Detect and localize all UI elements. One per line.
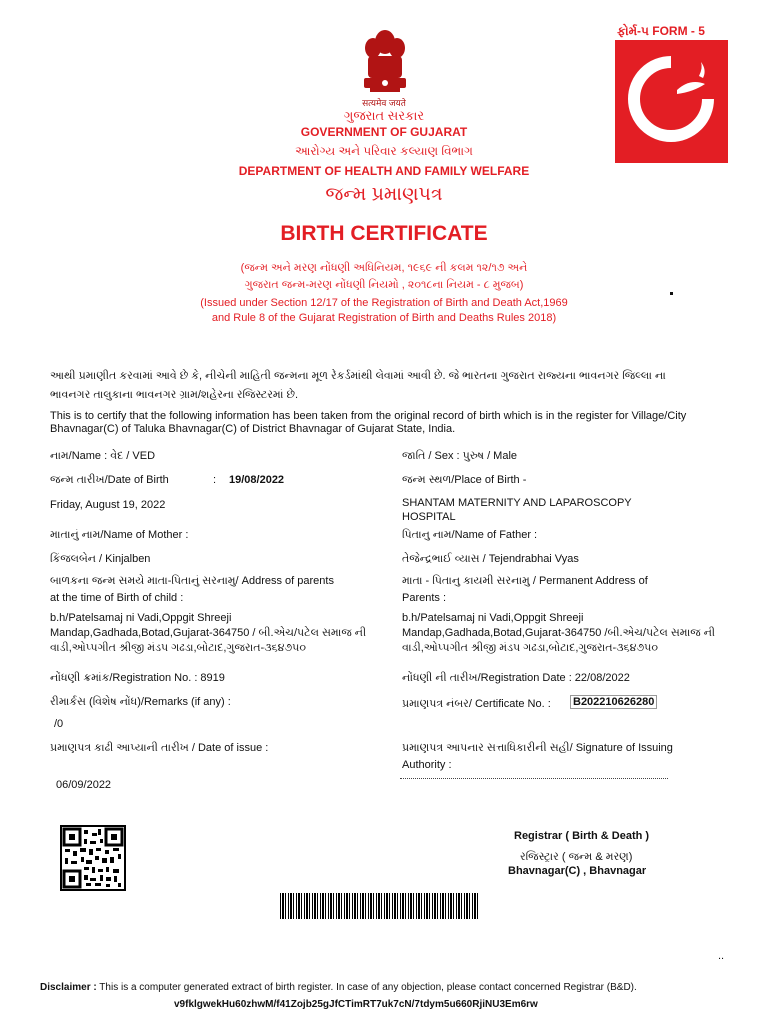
act-en-2: and Rule 8 of the Gujarat Registration of Birth and Deaths Rules 2018) xyxy=(211,312,557,324)
emblem-motto: सत्यमेव जयते xyxy=(362,98,406,108)
regno-field: નોંધણી ક્રમાંક/Registration No. : 8919 xyxy=(50,672,225,684)
mother-label: માતાનું નામ/Name of Mother : xyxy=(50,529,189,541)
perm-line-3: વાડી,ઓપ્પગીત શ્રીજી મંડપ ગઢડા,બોટાદ,ગુજરાત-૩૬૪૭૫૦ xyxy=(402,642,658,654)
dept-en: DEPARTMENT OF HEALTH AND FAMILY WELFARE xyxy=(238,164,530,178)
certno-label: પ્રમાણપત્ર નંબર/ Certificate No. : xyxy=(402,698,551,710)
intro-guj-2: ભાવનગર તાલુકાના ભાવનગર ગ્રામ/શહેરના રજિસ્ટરમાં છે. xyxy=(50,389,299,401)
title-en: BIRTH CERTIFICATE xyxy=(280,222,488,245)
sign-label-2: Authority : xyxy=(402,759,452,771)
remarks-label: રીમાર્કસ (વિશેષ નોંધ)/Remarks (if any) : xyxy=(50,696,231,708)
signature-line xyxy=(400,778,668,779)
qr-code-icon xyxy=(60,825,126,891)
addr-line-3: વાડી,ઓપ્પગીત શ્રીજી મંડપ ગઢડા,બોટાદ,ગુજરાત-૩૬૪૭૫૦ xyxy=(50,642,306,654)
gov-en: GOVERNMENT OF GUJARAT xyxy=(300,125,468,139)
national-emblem-icon xyxy=(340,20,430,108)
dob-words: Friday, August 19, 2022 xyxy=(50,499,166,511)
pob-label: જન્મ સ્થળ/Place of Birth - xyxy=(402,474,527,486)
issue-label: પ્રમાણપત્ર કાઢી આપ્યાની તારીખ / Date of issue : xyxy=(50,742,269,754)
dob-colon: : xyxy=(213,474,217,486)
dob-value: 19/08/2022 xyxy=(229,474,285,486)
title-guj: જન્મ પ્રમાણપત્ર xyxy=(325,184,443,205)
perm-line-1: b.h/Patelsamaj ni Vadi,Oppgit Shreeji xyxy=(402,612,584,624)
father-value: તેજેન્દ્રભાઈ વ્યાસ / Tejendrabhai Vyas xyxy=(402,553,579,565)
father-label: પિતાનુ નામ/Name of Father : xyxy=(402,529,538,541)
certno-value: B202210626280 xyxy=(570,695,657,709)
pob-value-2: HOSPITAL xyxy=(402,511,456,523)
barcode-icon xyxy=(280,893,480,919)
perm-label-1: માતા - પિતાનુ કાયમી સરનામુ / Permanent Address of xyxy=(402,575,648,587)
pob-value-1: SHANTAM MATERNITY AND LAPAROSCOPY xyxy=(402,497,632,509)
sex-field: જાતિ / Sex : પુરુષ / Male xyxy=(402,450,518,462)
footer-ellipsis: .. xyxy=(718,950,725,962)
gujarat-health-logo-icon xyxy=(615,40,728,163)
remarks-value: /0 xyxy=(54,718,64,730)
act-guj-2: ગુજરાત જન્મ-મરણ નોંધણી નિયમો , ૨૦૧૮ના નિયમ - ૮ મુજબ) xyxy=(244,279,524,291)
disclaimer xyxy=(40,982,637,993)
sign-label-1: પ્રમાણપત્ર આપનાર સત્તાધિકારીની સહી/ Signature of Issuing xyxy=(402,742,673,754)
verification-hash: v9fklgwekHu60zhwM/f41Zojb25gJfCTimRT7uk7cN/7tdym5u660RjiNU3Em6rw xyxy=(174,999,538,1010)
mother-value: કિંજલબેન / Kinjalben xyxy=(50,553,151,565)
addr-label-2: at the time of Birth of child : xyxy=(50,592,184,604)
perm-line-2: Mandap,Gadhada,Botad,Gujarat-364750 /બી.એચ/પટેલ સમાજ ની xyxy=(402,627,716,639)
intro-en-2: Bhavnagar(C) of Taluka Bhavnagar(C) of District Bhavnagar of Gujarat State, India. xyxy=(50,423,456,435)
addr-line-1: b.h/Patelsamaj ni Vadi,Oppgit Shreeji xyxy=(50,612,232,624)
issue-value: 06/09/2022 xyxy=(56,779,112,791)
intro-guj-1: આથી પ્રમાણીત કરવામાં આવે છે કે, નીચેની માહિતી જન્મના મૂળ રેકર્ડમાંથી લેવામાં આવી છે. જે ભારતના ગુજરાત રાજ્યના ભાવનગર જિલ્લા ના xyxy=(50,370,666,382)
name-field: નામ/Name : વેદ / VED xyxy=(50,450,156,462)
addr-label-1: બાળકના જન્મ સમયે માતા-પિતાનું સરનામુ/ Address of parents xyxy=(50,575,334,587)
form-label: ફોર્મ-૫ FORM - 5 xyxy=(617,24,705,38)
registrar-line-3: Bhavnagar(C) , Bhavnagar xyxy=(508,865,647,877)
perm-label-2: Parents : xyxy=(402,592,447,604)
act-guj-1: (જન્મ અને મરણ નોંધણી અધિનિયમ, ૧૯૬૯ ની કલમ ૧૨/૧૭ અને xyxy=(240,262,528,274)
registrar-line-2: રજિસ્ટ્રાર ( જન્મ & મરણ) xyxy=(520,851,633,863)
regdate-field: નોંધણી ની તારીખ/Registration Date : 22/08/2022 xyxy=(402,672,630,684)
intro-en-1: This is to certify that the following information has been taken from the original record of birth which is in the register for Village/City xyxy=(50,410,687,422)
addr-line-2: Mandap,Gadhada,Botad,Gujarat-364750 / બી.એચ/પટેલ સમાજ ની xyxy=(50,627,367,639)
disclaimer-text: This is a computer generated extract of birth register. In case of any objection, please contact concerned Registrar (B&D). xyxy=(96,982,637,993)
dept-guj: આરોગ્ય અને પરિવાર કલ્યાણ વિભાગ xyxy=(295,144,473,158)
act-en-1: (Issued under Section 12/17 of the Registration of Birth and Death Act,1969 xyxy=(200,297,568,309)
disclaimer-label: Disclaimer : xyxy=(40,982,97,993)
stray-dot xyxy=(670,292,673,295)
registrar-line-1: Registrar ( Birth & Death ) xyxy=(514,830,650,842)
dob-label: જન્મ તારીખ/Date of Birth xyxy=(50,474,169,486)
gov-guj: ગુજરાત સરકાર xyxy=(343,108,425,123)
